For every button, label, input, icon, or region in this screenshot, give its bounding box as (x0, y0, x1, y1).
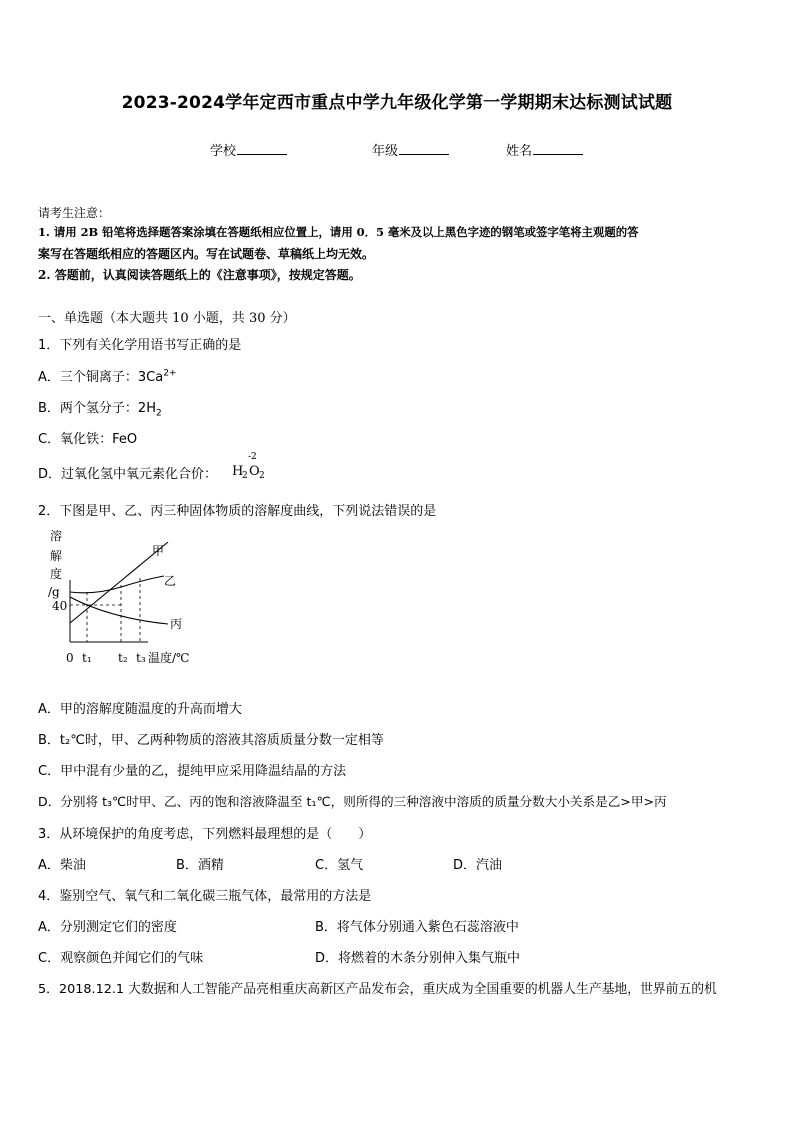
school-label: 学校 (210, 144, 237, 159)
q5-stem: 5．2018.12.1 大数据和人工智能产品亮相重庆高新区产品发布会，重庆成为全国重要的机器人生产基地，世界前五的机 (38, 982, 717, 997)
q2-option-b[interactable]: B．t₂℃时，甲、乙两种物质的溶液其溶质质量分数一定相等 (38, 733, 384, 748)
notice-line-1a: 1. 请用 2B 铅笔将选择题答案涂填在答题纸相应位置上，请用 0．5 毫米及以上黑色字迹的钢笔或签字笔将主观题的答 (38, 225, 639, 239)
q3-option-b[interactable]: B．酒精 (176, 858, 224, 873)
x-tick-label: t₁ (82, 651, 92, 665)
q1-d-formula (232, 452, 272, 482)
grade-label: 年级 (372, 144, 399, 159)
q1-a-sup: 2+ (163, 368, 177, 379)
x-tick-label: 0 (66, 651, 74, 665)
y-label-char: 度 (50, 567, 63, 581)
q1-option-c[interactable]: C．氧化铁：FeO (38, 432, 138, 447)
name-label: 姓名 (506, 144, 533, 159)
x-tick-label: t₃ (136, 651, 146, 665)
q1-option-b[interactable] (38, 397, 162, 419)
formula-h-sub: 2 (242, 471, 248, 481)
q1-option-d[interactable] (38, 463, 217, 482)
section-heading: 一、单选题（本大题共 10 小题，共 30 分） (38, 311, 296, 326)
q3-option-a[interactable]: A．柴油 (38, 858, 86, 873)
label-yi: 乙 (164, 574, 177, 588)
name-blank[interactable] (533, 141, 583, 155)
q4-option-c[interactable]: C．观察颜色并闻它们的气味 (38, 951, 204, 966)
grade-field[interactable] (372, 140, 449, 159)
y-axis-label (48, 530, 62, 599)
grade-blank[interactable] (399, 141, 449, 155)
q1-stem: 1．下列有关化学用语书写正确的是 (38, 338, 242, 353)
formula-valence: -2 (248, 452, 257, 462)
page-title: 2023-2024学年定西市重点中学九年级化学第一学期期末达标测试试题 (121, 93, 673, 113)
y-label-char: 解 (50, 549, 63, 563)
school-field[interactable] (210, 140, 287, 159)
label-bing: 丙 (170, 617, 183, 631)
formula-h: H (232, 464, 244, 479)
q4-option-d[interactable]: D．将燃着的木条分别伸入集气瓶中 (315, 951, 521, 966)
q1-option-a[interactable] (38, 366, 177, 385)
q1-a-text: A．三个铜离子：3Ca (38, 370, 164, 385)
q4-option-b[interactable]: B．将气体分别通入紫色石蕊溶液中 (315, 920, 519, 935)
q4-option-a[interactable]: A．分别测定它们的密度 (38, 920, 177, 935)
q1-d-text: D．过氧化氢中氧元素化合价： (38, 467, 218, 482)
y-tick-40: 40 (52, 599, 68, 613)
q4-stem: 4．鉴别空气、氧气和二氧化碳三瓶气体，最常用的方法是 (38, 889, 372, 904)
formula-o-sub: 2 (259, 471, 265, 481)
q2-stem: 2．下图是甲、乙、丙三种固体物质的溶解度曲线，下列说法错误的是 (38, 504, 437, 519)
q1-b-text: B．两个氢分子：2H (38, 401, 156, 416)
notice-heading: 请考生注意： (38, 206, 111, 220)
q2-option-a[interactable]: A．甲的溶解度随温度的升高而增大 (38, 702, 242, 717)
q3-stem: 3．从环境保护的角度考虑，下列燃料最理想的是（ ） (38, 827, 372, 842)
x-tick-label: t₂ (118, 651, 128, 665)
x-axis-label: 温度/℃ (148, 651, 190, 665)
formula-o: O (249, 464, 260, 479)
label-jia: 甲 (152, 544, 165, 558)
x-ticks (66, 651, 146, 665)
notice-line-2: 2. 答题前，认真阅读答题纸上的《注意事项》，按规定答题。 (38, 268, 361, 282)
q1-b-sub: 2 (155, 408, 162, 419)
q2-option-c[interactable]: C．甲中混有少量的乙，提纯甲应采用降温结晶的方法 (38, 764, 347, 779)
solubility-chart (40, 530, 210, 670)
y-label-char: /g (48, 585, 60, 599)
notice-line-1b: 案写在答题纸相应的答题区内。写在试题卷、草稿纸上均无效。 (38, 247, 375, 261)
y-label-char: 溶 (50, 530, 63, 543)
q2-option-d[interactable]: D．分别将 t₃℃时甲、乙、丙的饱和溶液降温至 t₁℃，则所得的三种溶液中溶质的质量分数大小关系是乙>甲>丙 (38, 794, 667, 809)
name-field[interactable] (506, 140, 583, 159)
q3-option-c[interactable]: C．氢气 (315, 858, 364, 873)
q3-option-d[interactable]: D．汽油 (453, 858, 503, 873)
school-blank[interactable] (237, 141, 287, 155)
